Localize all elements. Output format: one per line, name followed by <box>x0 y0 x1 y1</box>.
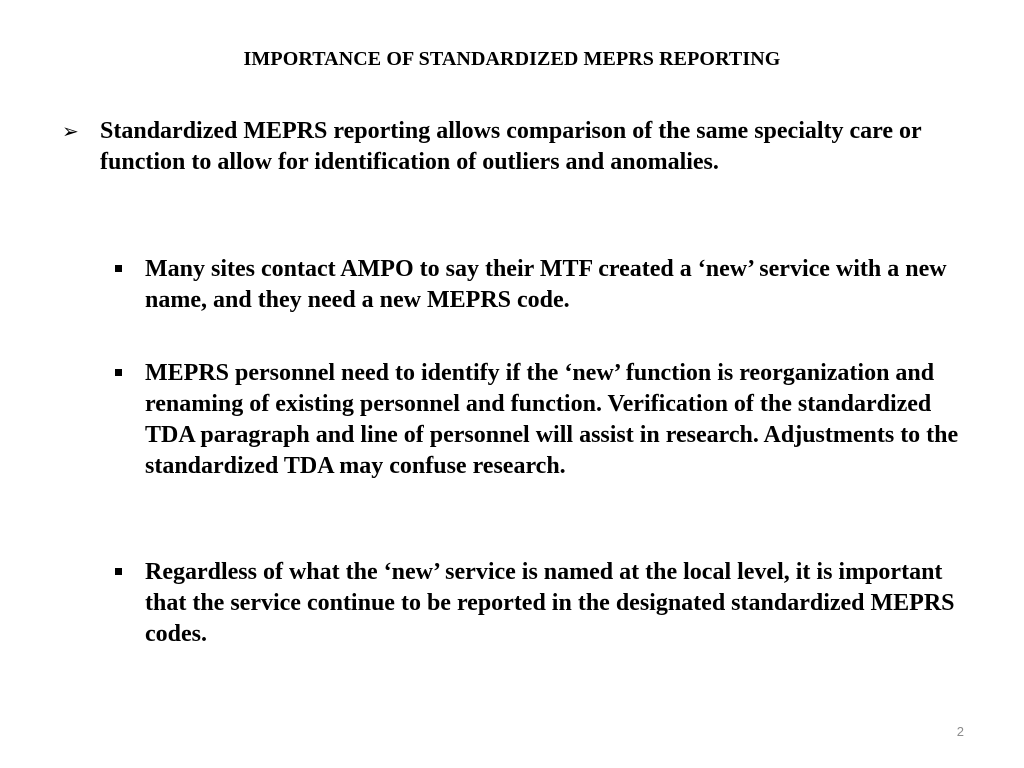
main-bullet <box>62 116 962 177</box>
square-bullet-icon <box>112 358 145 482</box>
sub-bullet <box>112 358 972 482</box>
sub-bullet-text: MEPRS personnel need to identify if the ‘new’ function is reorganization and renaming of existing personnel and function. Verification of the standardized TDA paragraph and line of personnel will assist in research. Adjustments to the standardized TDA may confuse research. <box>145 360 959 479</box>
main-bullet-text: Standardized MEPRS reporting allows comparison of the same specialty care or function to allow for identification of outliers and anomalies. <box>100 118 922 175</box>
slide-title: IMPORTANCE OF STANDARDIZED MEPRS REPORTING <box>243 48 781 70</box>
sub-bullet-text: Regardless of what the ‘new’ service is named at the local level, it is important that the service continue to be reported in the designated standardized MEPRS codes. <box>145 559 955 647</box>
page-number: 2 <box>956 724 964 739</box>
sub-bullet <box>112 557 972 650</box>
sub-bullet <box>112 254 972 316</box>
square-bullet-icon <box>112 557 145 650</box>
arrow-bullet-icon: ➢ <box>62 119 79 143</box>
square-bullet-icon <box>112 254 145 316</box>
sub-bullet-text: Many sites contact AMPO to say their MTF created a ‘new’ service with a new name, and they need a new MEPRS code. <box>145 256 947 313</box>
